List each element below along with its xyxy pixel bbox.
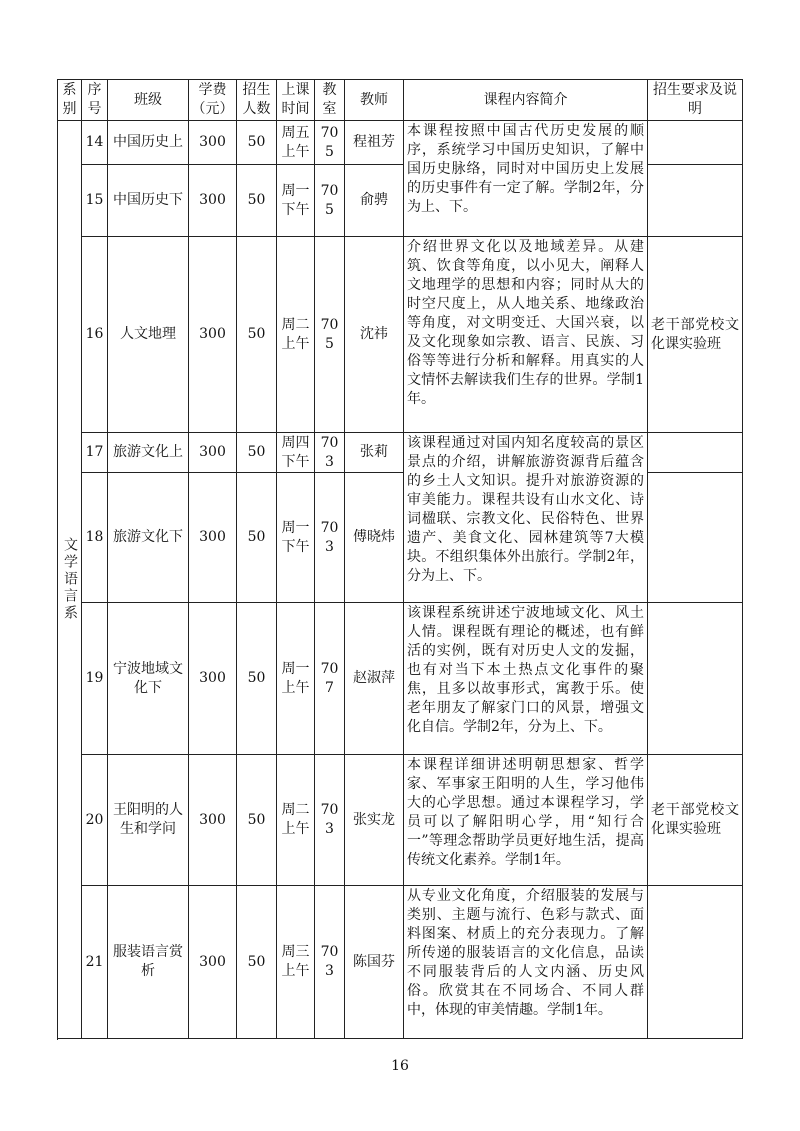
department-cell: 文学语言系	[58, 121, 82, 1039]
class-time: 周三上午	[277, 886, 315, 1039]
course-description: 该课程通过对国内知名度较高的景区景点的介绍，讲解旅游资源背后蕴含的乡土人文知识。提升对旅游资源的审美能力。课程共设有山水文化、诗词楹联、宗教文化、民俗特色、世界遗产、美食文化、园林建筑等7大模块。不组织集体外出旅行。学制2年，分为上、下。	[404, 433, 648, 603]
header-quota: 招生人数	[237, 80, 277, 121]
requirements: 老干部党校文化课实验班	[648, 237, 743, 433]
course-description: 本课程按照中国古代历史发展的顺序，系统学习中国历史知识，了解中国历史脉络，同时对中国历史上发展的历史事件有一定了解。学制2年，分为上、下。	[404, 121, 648, 237]
teacher: 程祖芳	[345, 121, 404, 165]
course-description: 本课程详细讲述明朝思想家、哲学家、军事家王阳明的人生，学习他伟大的心学思想。通过本课程学习，学员可以了解阳明心学，用“知行合一”等理念帮助学员更好地生活，提高传统文化素养。学制1年。	[404, 755, 648, 886]
classroom: 705	[315, 121, 345, 165]
fee: 300	[189, 237, 237, 433]
header-requirements: 招生要求及说明	[648, 80, 743, 121]
class-time: 周二上午	[277, 237, 315, 433]
header-class: 班级	[108, 80, 189, 121]
requirements: 老干部党校文化课实验班	[648, 755, 743, 886]
quota: 50	[237, 237, 277, 433]
class-name: 中国历史下	[108, 165, 189, 237]
class-time: 周一下午	[277, 165, 315, 237]
quota: 50	[237, 886, 277, 1039]
course-table	[57, 79, 743, 1039]
class-time: 周五上午	[277, 121, 315, 165]
requirements	[648, 165, 743, 237]
row-number: 18	[82, 473, 108, 603]
quota: 50	[237, 121, 277, 165]
classroom: 705	[315, 237, 345, 433]
row-number: 17	[82, 433, 108, 473]
classroom: 703	[315, 886, 345, 1039]
header-department: 系别	[58, 80, 82, 121]
fee: 300	[189, 433, 237, 473]
requirements	[648, 121, 743, 165]
teacher: 俞骋	[345, 165, 404, 237]
header-time: 上课时间	[277, 80, 315, 121]
classroom: 703	[315, 755, 345, 886]
class-time: 周二上午	[277, 755, 315, 886]
row-number: 21	[82, 886, 108, 1039]
fee: 300	[189, 755, 237, 886]
class-time: 周一下午	[277, 473, 315, 603]
class-name: 服装语言赏析	[108, 886, 189, 1039]
table-row	[58, 755, 743, 886]
class-name: 宁波地域文化下	[108, 603, 189, 755]
teacher: 沈祎	[345, 237, 404, 433]
course-description: 介绍世界文化以及地域差异。从建筑、饮食等角度，以小见大，阐释人文地理学的思想和内容；同时从大的时空尺度上，从人地关系、地缘政治等角度，对文明变迁、大国兴衰，以及文化现象如宗教、语言、民族、习俗等等进行分析和解释。用真实的人文情怀去解读我们生存的世界。学制1年。	[404, 237, 648, 433]
quota: 50	[237, 473, 277, 603]
class-name: 旅游文化下	[108, 473, 189, 603]
header-description: 课程内容简介	[404, 80, 648, 121]
quota: 50	[237, 755, 277, 886]
table-row	[58, 886, 743, 1039]
table-row	[58, 433, 743, 473]
class-time: 周四下午	[277, 433, 315, 473]
row-number: 14	[82, 121, 108, 165]
classroom: 703	[315, 433, 345, 473]
class-time: 周一上午	[277, 603, 315, 755]
course-description: 该课程系统讲述宁波地域文化、风土人情。课程既有理论的概述，也有鲜活的实例，既有对历史人文的发掘，也有对当下本土热点文化事件的聚焦，且多以故事形式，寓教于乐。使老年朋友了解家门口的风景，增强文化自信。学制2年，分为上、下。	[404, 603, 648, 755]
teacher: 张实龙	[345, 755, 404, 886]
class-name: 旅游文化上	[108, 433, 189, 473]
requirements	[648, 433, 743, 473]
requirements	[648, 603, 743, 755]
fee: 300	[189, 165, 237, 237]
classroom: 707	[315, 603, 345, 755]
fee: 300	[189, 886, 237, 1039]
header-number: 序号	[82, 80, 108, 121]
header-fee: 学费（元）	[189, 80, 237, 121]
requirements	[648, 473, 743, 603]
teacher: 张莉	[345, 433, 404, 473]
table-row	[58, 603, 743, 755]
requirements	[648, 886, 743, 1039]
header-teacher: 教师	[345, 80, 404, 121]
row-number: 20	[82, 755, 108, 886]
class-name: 中国历史上	[108, 121, 189, 165]
classroom: 705	[315, 165, 345, 237]
table-row	[58, 121, 743, 165]
table-row	[58, 237, 743, 433]
class-name: 人文地理	[108, 237, 189, 433]
row-number: 19	[82, 603, 108, 755]
course-description: 从专业文化角度，介绍服装的发展与类别、主题与流行、色彩与款式、面料图案、材质上的充分表现力。了解所传递的服装语言的文化信息，品读不同服装背后的人文内涵、历史风俗。欣赏其在不同场合、不同人群中，体现的审美情趣。学制1年。	[404, 886, 648, 1039]
fee: 300	[189, 121, 237, 165]
row-number: 15	[82, 165, 108, 237]
quota: 50	[237, 433, 277, 473]
header-room: 教室	[315, 80, 345, 121]
class-name: 王阳明的人生和学问	[108, 755, 189, 886]
fee: 300	[189, 603, 237, 755]
classroom: 703	[315, 473, 345, 603]
fee: 300	[189, 473, 237, 603]
header-row	[58, 80, 743, 121]
row-number: 16	[82, 237, 108, 433]
quota: 50	[237, 165, 277, 237]
teacher: 赵淑萍	[345, 603, 404, 755]
page-number: 16	[391, 1058, 409, 1074]
teacher: 陈国芬	[345, 886, 404, 1039]
quota: 50	[237, 603, 277, 755]
teacher: 傅晓炜	[345, 473, 404, 603]
